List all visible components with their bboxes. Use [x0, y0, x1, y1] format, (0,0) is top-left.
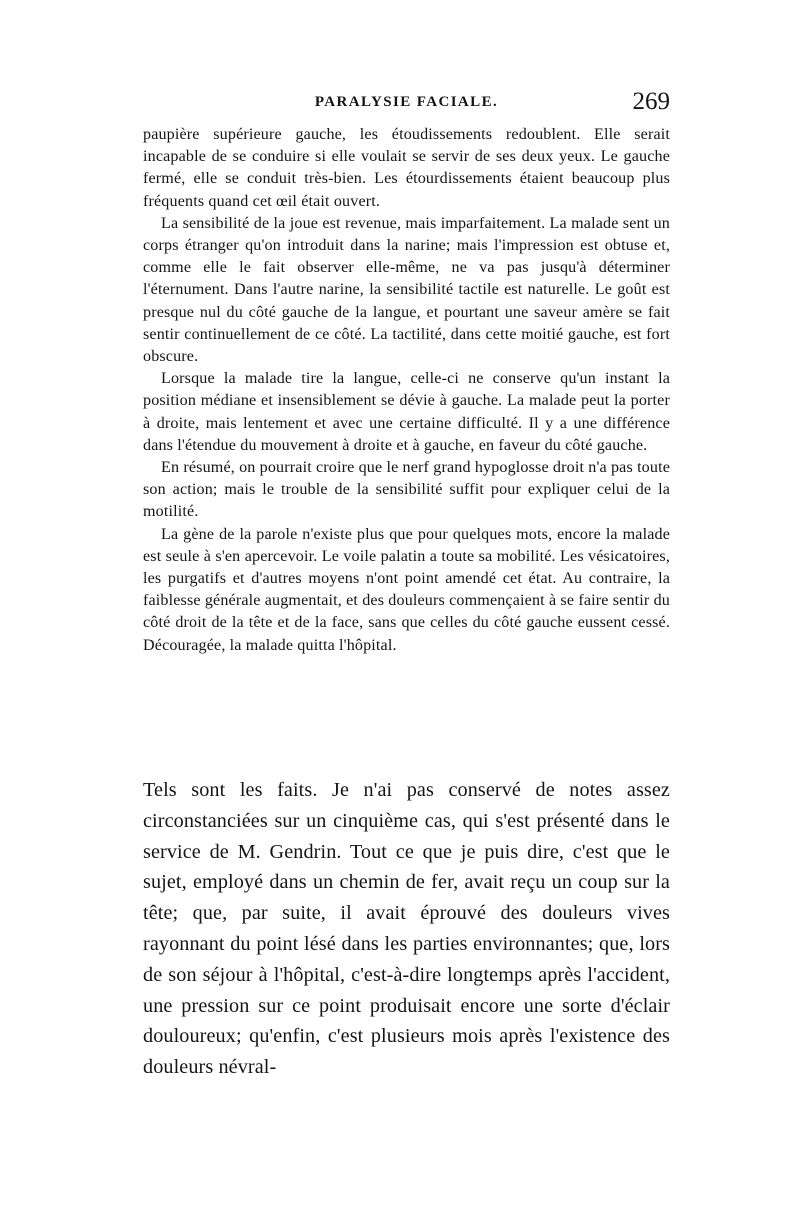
page-header — [143, 88, 670, 118]
running-title: PARALYSIE FACIALE. — [314, 94, 499, 110]
paragraph-speech-outcome: La gène de la parole n'existe plus que pour quelques mots, encore la malade est seule à s'en apercevoir. Le voile palatin a toute sa mobilité. Les vésicatoires, les purgatifs et d'autres moyens n'ont point amendé cet état. Au contraire, la faiblesse générale augmentait, et des douleurs commençaient à se faire sentir du côté droit de la tête et de la face, sans que celles du côté gauche eussent cessé. Découragée, la malade quitta l'hôpital. — [143, 525, 670, 654]
case-notes-small-type — [143, 124, 670, 657]
main-text-large-type — [143, 775, 670, 1083]
paragraph-tongue-deviation: Lorsque la malade tire la langue, celle-ci ne conserve qu'un instant la position médiane et insensiblement se dévie à gauche. La malade peut la porter à droite, mais lentement et avec une certaine difficulté. Il y a une différence dans l'étendue du mouvement à droite et à gauche, en faveur du côté gauche. — [143, 370, 670, 454]
paragraph-cheek-sensibility: La sensibilité de la joue est revenue, mais imparfaitement. La malade sent un corps étranger qu'on introduit dans la narine; mais l'impression est obtuse et, comme elle le fait observer elle-même, ne va pas jusqu'à déterminer l'éternument. Dans l'autre narine, la sensibilité tactile est naturelle. Le goût est presque nul du côté gauche de la langue, et pourtant une saveur amère se fait sentir continuellement de ce côté. La tactilité, dans cette moitié gauche, est fort obscure. — [143, 214, 670, 366]
paragraph-summary: En résumé, on pourrait croire que le nerf grand hypoglosse droit n'a pas toute son action; mais le trouble de la sensibilité suffit pour expliquer celui de la motilité. — [143, 459, 670, 521]
page-number: 269 — [632, 88, 670, 115]
paragraph-fifth-case: Tels sont les faits. Je n'ai pas conservé de notes assez circonstanciées sur un cinquième cas, qui s'est présenté dans le service de M. Gendrin. Tout ce que je puis dire, c'est que le sujet, employé dans un chemin de fer, avait reçu un coup sur la tête; que, par suite, il avait éprouvé des douleurs vives rayonnant du point lésé dans les parties environnantes; que, lors de son séjour à l'hôpital, c'est-à-dire longtemps après l'accident, une pression sur ce point produisait encore une sorte d'éclair douloureux; qu'enfin, c'est plusieurs mois après l'existence des douleurs névral- — [143, 779, 670, 1079]
paragraph-eyelid-dizziness: paupière supérieure gauche, les étoudissements redoublent. Elle serait incapable de se conduire si elle voulait se servir de ses deux yeux. Le gauche fermé, elle se conduit très-bien. Les étourdissements étaient beaucoup plus fréquents quand cet œil était ouvert. — [143, 126, 670, 210]
